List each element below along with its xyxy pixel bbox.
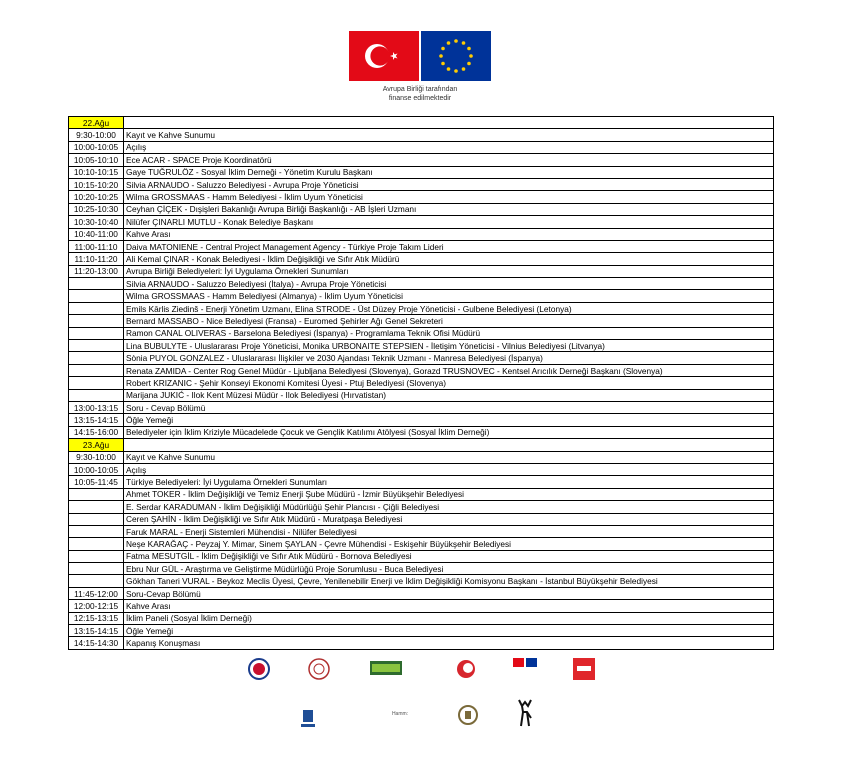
schedule-item: Soru - Cevap Bölümü [124,401,774,413]
schedule-time: 10:05-10:10 [69,154,124,166]
schedule-row [69,265,774,277]
schedule-time: 11:00-11:10 [69,240,124,252]
schedule-time: 11:20-13:00 [69,265,124,277]
schedule-item: Ebru Nur GÜL - Araştırma ve Geliştirme Müdürlüğü Proje Sorumlusu - Buca Belediyesi [124,563,774,575]
schedule-row [69,166,774,178]
schedule-row [69,513,774,525]
schedule-row [69,389,774,401]
schedule-time: 10:30-10:40 [69,216,124,228]
schedule-time: 9:30-10:00 [69,451,124,463]
schedule-item: Wilma GROSSMAAS - Hamm Belediyesi - İklim Uyum Yöneticisi [124,191,774,203]
eu-star-icon [454,39,458,43]
seal-icon [308,658,330,680]
day-header-row [69,117,774,129]
schedule-row [69,327,774,339]
schedule-item: Avrupa Birliği Belediyeleri: İyi Uygulama Örnekleri Sunumları [124,265,774,277]
schedule-time [69,513,124,525]
schedule-time: 10:10-10:15 [69,166,124,178]
eu-star-icon [467,62,471,66]
schedule-row [69,141,774,153]
schedule-time [69,575,124,587]
schedule-row [69,575,774,587]
schedule-time [69,550,124,562]
schedule-row [69,451,774,463]
schedule-item: Gökhan Taneri VURAL - Beykoz Meclis Üyesi, Çevre, Yenilenebilir Enerji ve İklim Değişikliği Komisyonu Başkanı - İstanbul Büyükşehir Belediyesi [124,575,774,587]
footer-logos [230,652,650,742]
schedule-item: Kahve Arası [124,600,774,612]
schedule-time [69,364,124,376]
eu-star-icon [447,67,451,71]
schedule-time: 13:00-13:15 [69,401,124,413]
schedule-item: Fatma MESUTGİL - İklim Değişikliği ve Sıfır Atık Müdürü - Bornova Belediyesi [124,550,774,562]
schedule-time: 13:15-14:15 [69,414,124,426]
schedule-item: Ece ACAR - SPACE Proje Koordinatörü [124,154,774,166]
schedule-time: 13:15-14:15 [69,625,124,637]
schedule-row [69,352,774,364]
day-label: 22.Ağu [69,117,124,129]
day-header-spacer [124,117,774,129]
schedule-item: Soru-Cevap Bölümü [124,587,774,599]
schedule-time [69,389,124,401]
schedule-row [69,216,774,228]
eu-star-icon [467,47,471,51]
schedule-time: 10:05-11:45 [69,476,124,488]
eu-star-icon [441,47,445,51]
schedule-time [69,327,124,339]
schedule-time [69,278,124,290]
climate-association-icon [455,658,477,680]
schedule-item: Emils Kārlis Ziedinš - Enerji Yönetim Uzmanı, Elina STRODE - Üst Düzey Proje Yöneticisi - Gulbene Belediyesi (Letonya) [124,302,774,314]
schedule-item: Daiva MATONIENE - Central Project Management Agency - Türkiye Proje Takım Lideri [124,240,774,252]
konak-belediyesi-logo-icon [300,708,316,730]
schedule-row [69,340,774,352]
eu-tr-flags-icon [513,658,537,678]
day-header-row [69,439,774,451]
schedule-time: 10:20-10:25 [69,191,124,203]
schedule-row [69,488,774,500]
schedule-item: Nilüfer ÇINARLI MUTLU - Konak Belediye Başkanı [124,216,774,228]
schedule-time: 10:40-11:00 [69,228,124,240]
schedule-row [69,426,774,438]
eu-star-icon [441,62,445,66]
schedule-row [69,401,774,413]
schedule-time [69,290,124,302]
schedule-time: 10:00-10:05 [69,463,124,475]
schedule-item: Robert KRIZANIC - Şehir Konseyi Ekonomi Komitesi Üyesi - Ptuj Belediyesi (Slovenya) [124,377,774,389]
schedule-item: Renata ZAMIDA - Center Rog Genel Müdür - Ljubljana Belediyesi (Slovenya), Gorazd TRUSNOVEC - Kentsel Arıcılık Derneği Başkanı (Slovenya) [124,364,774,376]
schedule-row [69,525,774,537]
schedule-row [69,600,774,612]
schedule-item: Açılış [124,463,774,475]
schedule-item: E. Serdar KARADUMAN - İklim Değişikliği Müdürlüğü Şehir Plancısı - Çiğli Belediyesi [124,501,774,513]
schedule-row [69,315,774,327]
schedule-row [69,178,774,190]
tbb-logo-icon [573,658,595,680]
schedule-item: Marijana JUKIĆ - Ilok Kent Müzesi Müdür - Ilok Belediyesi (Hırvatistan) [124,389,774,401]
schedule-row [69,228,774,240]
schedule-time: 10:00-10:05 [69,141,124,153]
schedule-row [69,414,774,426]
eu-star-icon [439,54,443,58]
schedule-item: Silvia ARNAUDO - Saluzzo Belediyesi (İtalya) - Avrupa Proje Yöneticisi [124,278,774,290]
schedule-item: Ramon CANAL OLIVERAS - Barselona Belediyesi (İspanya) - Programlama Teknik Ofisi Müdürü [124,327,774,339]
eu-star-icon [462,67,466,71]
schedule-row [69,625,774,637]
schedule-row [69,253,774,265]
funded-line-2: finanse edilmektedir [388,95,452,102]
twinning-logo-icon [370,661,402,675]
turkey-flag-icon [349,31,419,81]
day-label: 23.Ağu [69,439,124,451]
schedule-row [69,129,774,141]
deer-logo-icon [513,698,537,728]
schedule-item: Bernard MASSABO - Nice Belediyesi (Fransa) - Euromed Şehirler Ağı Genel Sekreteri [124,315,774,327]
schedule-row [69,501,774,513]
schedule-time: 10:15-10:20 [69,178,124,190]
schedule-time: 14:15-14:30 [69,637,124,649]
schedule-time: 11:45-12:00 [69,587,124,599]
funded-line-1: Avrupa Birliği tarafından [382,86,458,93]
schedule-time: 9:30-10:00 [69,129,124,141]
schedule-row [69,203,774,215]
schedule-time [69,352,124,364]
eu-star-icon [454,69,458,73]
eu-star-icon [447,41,451,45]
schedule-time [69,488,124,500]
schedule-item: Öğle Yemeği [124,625,774,637]
schedule-item: Ahmet TOKER - İklim Değişikliği ve Temiz Enerji Şube Müdürü - İzmir Büyükşehir Belediyesi [124,488,774,500]
schedule-row [69,191,774,203]
schedule-table [68,116,774,650]
schedule-time: 14:15-16:00 [69,426,124,438]
hamm-logo-label: Hamm: [391,711,409,717]
schedule-time [69,302,124,314]
schedule-item: Öğle Yemeği [124,414,774,426]
schedule-time: 10:25-10:30 [69,203,124,215]
schedule-item: Kayıt ve Kahve Sunumu [124,451,774,463]
schedule-row [69,463,774,475]
schedule-time [69,340,124,352]
schedule-row [69,290,774,302]
schedule-item: Wilma GROSSMAAS - Hamm Belediyesi (Almanya) - İklim Uyum Yöneticisi [124,290,774,302]
schedule-time [69,315,124,327]
schedule-item: Kayıt ve Kahve Sunumu [124,129,774,141]
schedule-item: Lina BUBULYTE - Uluslararası Proje Yöneticisi, Monika URBONAITE STEPSIEN - İletişim Yöneticisi - Vilnius Belediyesi (Litvanya) [124,340,774,352]
eu-funding-note [340,85,500,103]
schedule-row [69,278,774,290]
schedule-time: 12:00-12:15 [69,600,124,612]
header-flags [349,31,491,81]
schedule-row [69,563,774,575]
schedule-item: Türkiye Belediyeleri: İyi Uygulama Örnekleri Sunumları [124,476,774,488]
day-header-spacer [124,439,774,451]
schedule-item: Faruk MARAL - Enerji Sistemleri Mühendisi - Nilüfer Belediyesi [124,525,774,537]
schedule-item: Açılış [124,141,774,153]
schedule-time [69,525,124,537]
schedule-row [69,302,774,314]
schedule-row [69,587,774,599]
schedule-time [69,501,124,513]
schedule-row [69,637,774,649]
schedule-row [69,538,774,550]
schedule-item: İklim Paneli (Sosyal İklim Derneği) [124,612,774,624]
schedule-time [69,563,124,575]
hamm-logo [370,707,430,721]
schedule-item: Neşe KARAĞAÇ - Peyzaj Y. Mimar, Sinem ŞAYLAN - Çevre Mühendisi - Eskişehir Büyükşehir Belediyesi [124,538,774,550]
schedule-row [69,476,774,488]
schedule-item: Kahve Arası [124,228,774,240]
schedule-row [69,364,774,376]
eu-flag-icon [421,31,491,81]
eu-star-icon [469,54,473,58]
schedule-item: Ceren ŞAHİN - İklim Değişikliği ve Sıfır Atık Müdürü - Muratpaşa Belediyesi [124,513,774,525]
schedule-item: Gaye TUĞRULÖZ - Sosyal İklim Derneği - Yönetim Kurulu Başkanı [124,166,774,178]
schedule-time: 12:15-13:15 [69,612,124,624]
schedule-row [69,240,774,252]
schedule-row [69,550,774,562]
schedule-item: Belediyeler için İklim Kriziyle Mücadelede Çocuk ve Gençlik Katılımı Atölyesi (Sosyal İklim Derneği) [124,426,774,438]
schedule-item: Silvia ARNAUDO - Saluzzo Belediyesi - Avrupa Proje Yöneticisi [124,178,774,190]
schedule-row [69,377,774,389]
schedule-time: 11:10-11:20 [69,253,124,265]
schedule-item: Ceyhan ÇİÇEK - Dışişleri Bakanlığı Avrupa Birliği Başkanlığı - AB İşleri Uzmanı [124,203,774,215]
schedule-item: Sònia PUYOL GONZALEZ - Uluslararası İlişkiler ve 2030 Ajandası Teknik Uzmanı - Manresa Belediyesi (İspanya) [124,352,774,364]
crest-logo-icon [457,704,479,728]
schedule-time [69,538,124,550]
schedule-item: Kapanış Konuşması [124,637,774,649]
schedule-item: Ali Kemal ÇINAR - Konak Belediyesi - İklim Değişikliği ve Sıfır Atık Müdürü [124,253,774,265]
schedule-row [69,154,774,166]
municipality-seal-icon [248,658,270,680]
eu-star-icon [462,41,466,45]
schedule-time [69,377,124,389]
schedule-row [69,612,774,624]
